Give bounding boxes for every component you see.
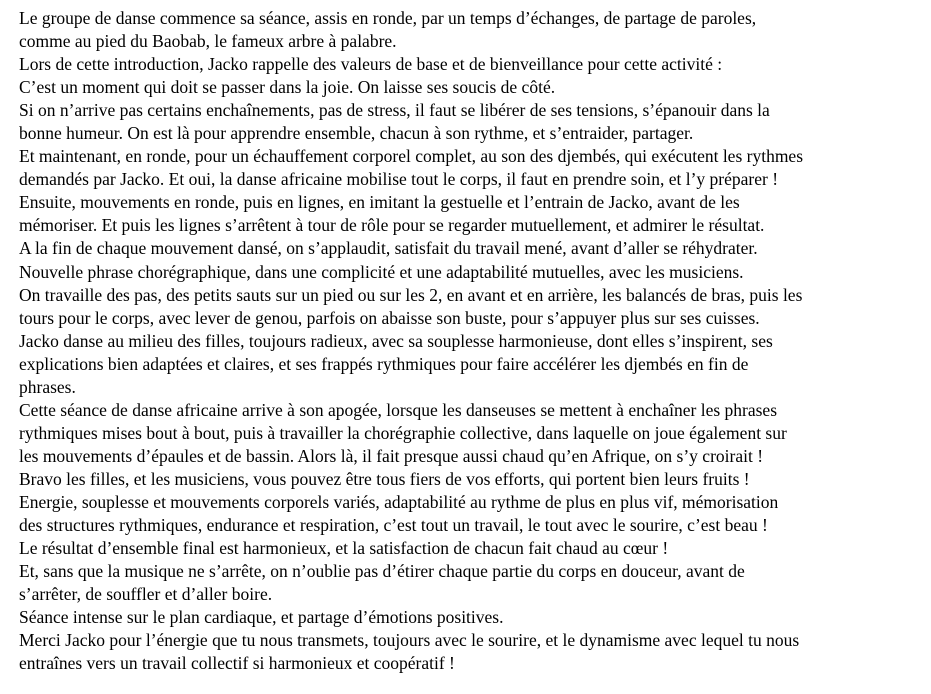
text-line: Merci Jacko pour l’énergie que tu nous transmets, toujours avec le sourire, et le dynamisme avec lequel tu nous [19, 630, 800, 651]
text-line: comme au pied du Baobab, le fameux arbre à palabre. [19, 31, 397, 52]
text-line: Si on n’arrive pas certains enchaînements, pas de stress, il faut se libérer de ses tensions, s’épanouir dans la [19, 100, 770, 121]
text-line: On travaille des pas, des petits sauts sur un pied ou sur les 2, en avant et en arrière, les balancés de bras, puis les [19, 284, 803, 305]
text-line: Lors de cette introduction, Jacko rappelle des valeurs de base et de bienveillance pour cette activité : [19, 54, 723, 75]
document-body [19, 7, 924, 675]
text-line: les mouvements d’épaules et de bassin. Alors là, il fait presque aussi chaud qu’en Afrique, on s’y croirait ! [19, 445, 764, 466]
text-line: mémoriser. Et puis les lignes s’arrêtent à tour de rôle pour se regarder mutuellement, et admirer le résultat. [19, 215, 765, 236]
text-line: tours pour le corps, avec lever de genou, parfois on abaisse son buste, pour s’appuyer plus sur ses cuisses. [19, 307, 760, 328]
text-line: C’est un moment qui doit se passer dans la joie. On laisse ses soucis de côté. [19, 77, 556, 98]
text-line: A la fin de chaque mouvement dansé, on s’applaudit, satisfait du travail mené, avant d’aller se réhydrater. [19, 238, 758, 259]
text-line: Le résultat d’ensemble final est harmonieux, et la satisfaction de chacun fait chaud au cœur ! [19, 538, 669, 559]
text-line: Energie, souplesse et mouvements corporels variés, adaptabilité au rythme de plus en plus vif, mémorisation [19, 491, 779, 512]
text-line: rythmiques mises bout à bout, puis à travailler la chorégraphie collective, dans laquelle on joue également sur [19, 422, 787, 443]
text-line: Et, sans que la musique ne s’arrête, on n’oublie pas d’étirer chaque partie du corps en douceur, avant de [19, 561, 745, 582]
text-line: entraînes vers un travail collectif si harmonieux et coopératif ! [19, 653, 455, 674]
text-line: s’arrêter, de souffler et d’aller boire. [19, 584, 273, 605]
text-line: explications bien adaptées et claires, et ses frappés rythmiques pour faire accélérer les djembés en fin de [19, 353, 749, 374]
text-line: des structures rythmiques, endurance et respiration, c’est tout un travail, le tout avec le sourire, c’est beau ! [19, 515, 768, 536]
text-line: Jacko danse au milieu des filles, toujours radieux, avec sa souplesse harmonieuse, dont elles s’inspirent, ses [19, 330, 773, 351]
text-line: Ensuite, mouvements en ronde, puis en lignes, en imitant la gestuelle et l’entrain de Jacko, avant de les [19, 192, 740, 213]
text-line: phrases. [19, 376, 76, 397]
text-line: demandés par Jacko. Et oui, la danse africaine mobilise tout le corps, il faut en prendre soin, et l’y préparer ! [19, 169, 779, 190]
text-line: Cette séance de danse africaine arrive à son apogée, lorsque les danseuses se mettent à enchaîner les phrases [19, 399, 778, 420]
text-line: Nouvelle phrase chorégraphique, dans une complicité et une adaptabilité mutuelles, avec les musiciens. [19, 261, 744, 282]
text-line: Et maintenant, en ronde, pour un échauffement corporel complet, au son des djembés, qui exécutent les rythmes [19, 146, 804, 167]
text-line: Le groupe de danse commence sa séance, assis en ronde, par un temps d’échanges, de partage de paroles, [19, 8, 757, 28]
text-line: Bravo les filles, et les musiciens, vous pouvez être tous fiers de vos efforts, qui portent bien leurs fruits ! [19, 468, 750, 489]
text-line: bonne humeur. On est là pour apprendre ensemble, chacun à son rythme, et s’entraider, partager. [19, 123, 694, 144]
text-line: Séance intense sur le plan cardiaque, et partage d’émotions positives. [19, 607, 504, 628]
